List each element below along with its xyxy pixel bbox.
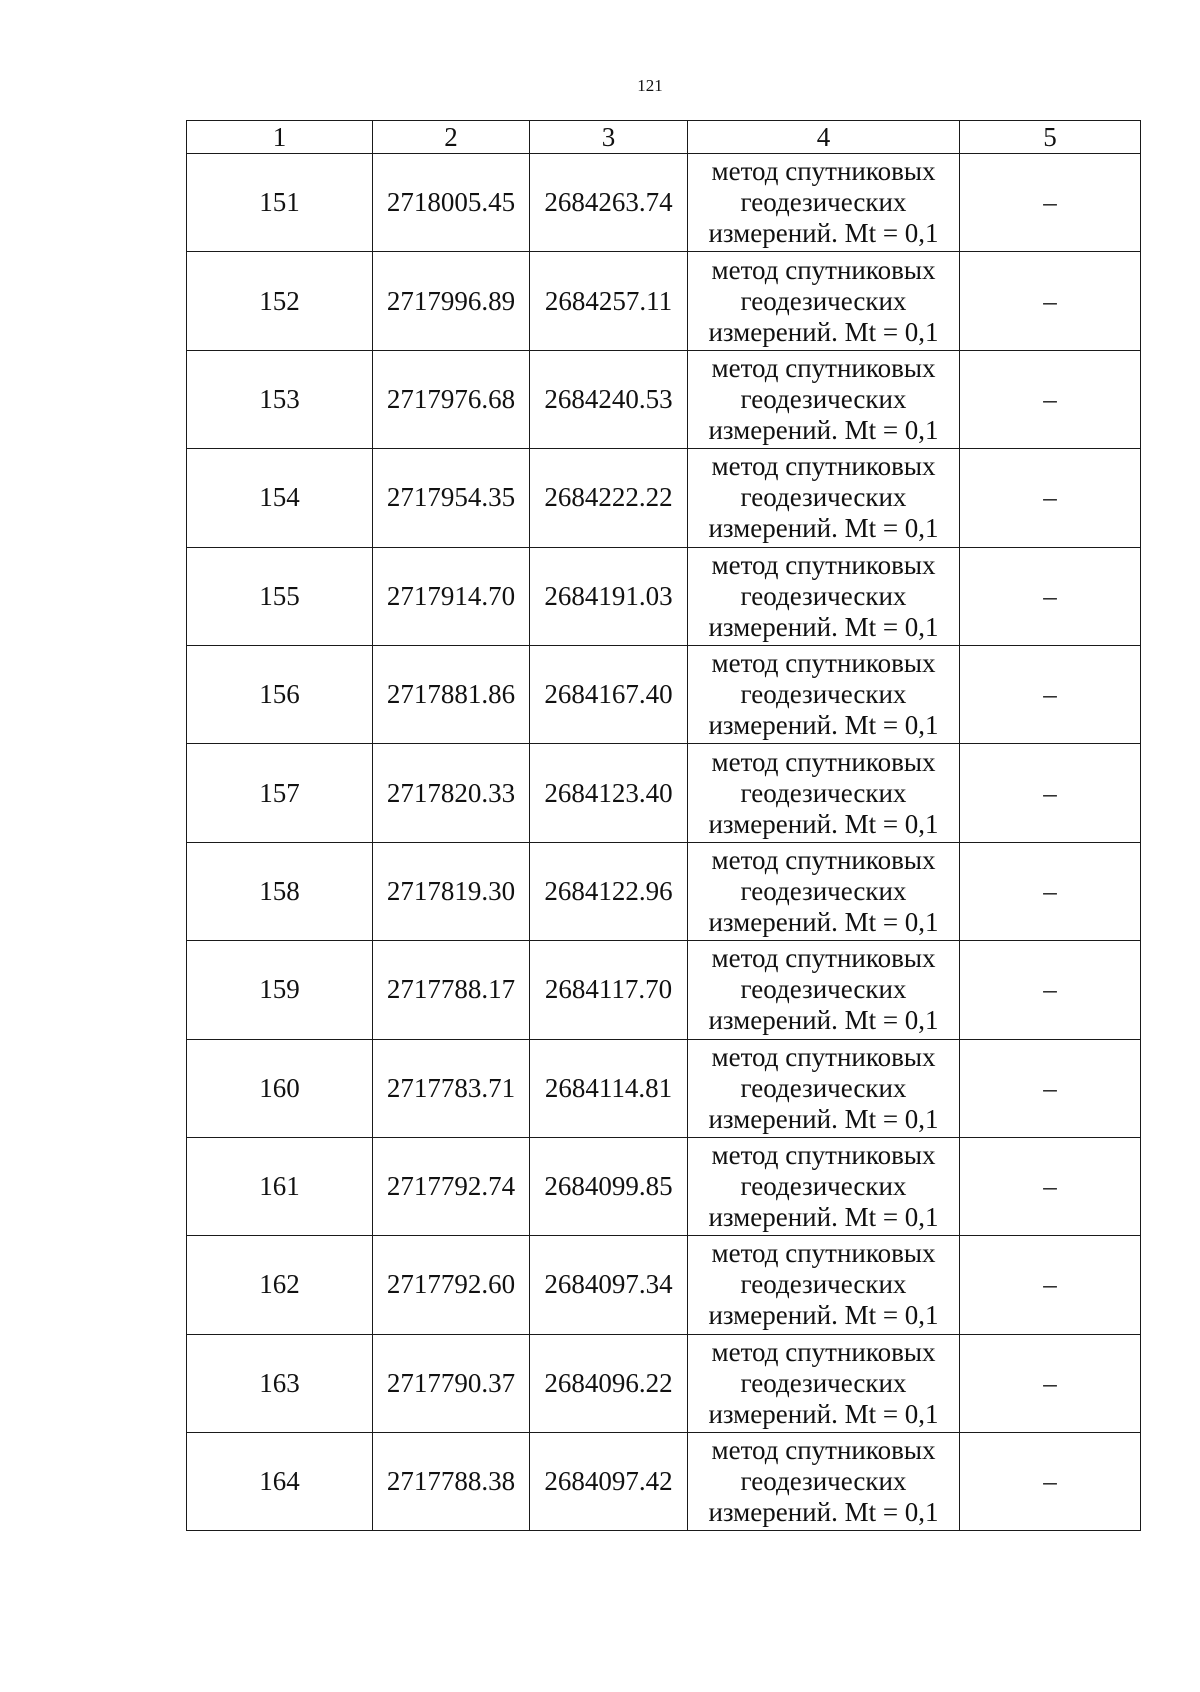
table-row [187,744,1141,842]
note-cell: – [960,350,1141,448]
x-coordinate-cell: 2717792.74 [373,1137,530,1235]
note-cell: – [960,941,1141,1039]
point-number-cell: 160 [187,1039,373,1137]
x-coordinate-cell: 2717820.33 [373,744,530,842]
method-text-line: геодезических [740,1367,907,1398]
method-text-line: метод спутниковых [711,746,936,777]
y-coordinate-cell: 2684222.22 [530,449,688,547]
method-text-line: метод спутниковых [711,1435,936,1466]
method-cell [688,1433,960,1531]
note-cell: – [960,1433,1141,1531]
method-text-line: измерений. Mt = 0,1 [708,1103,939,1134]
y-coordinate-cell: 2684257.11 [530,252,688,350]
method-text-line: измерений. Mt = 0,1 [708,1202,939,1233]
method-text-line: метод спутниковых [711,1336,936,1367]
note-cell: – [960,252,1141,350]
method-text-line: измерений. Mt = 0,1 [708,1497,939,1528]
coordinates-table [186,120,1141,1531]
table-row [187,252,1141,350]
method-text-line: геодезических [740,1171,907,1202]
y-coordinate-cell: 2684263.74 [530,154,688,252]
table-row [187,941,1141,1039]
point-number-cell: 152 [187,252,373,350]
y-coordinate-cell: 2684122.96 [530,842,688,940]
method-cell [688,645,960,743]
point-number-cell: 163 [187,1334,373,1432]
x-coordinate-cell: 2717881.86 [373,645,530,743]
method-text-line: измерений. Mt = 0,1 [708,906,939,937]
method-cell [688,350,960,448]
x-coordinate-cell: 2717954.35 [373,449,530,547]
method-cell [688,1039,960,1137]
method-text-line: измерений. Mt = 0,1 [708,1398,939,1429]
method-text-line: метод спутниковых [711,648,936,679]
column-header-5: 5 [960,121,1141,154]
method-cell [688,449,960,547]
method-text-line: метод спутниковых [711,549,936,580]
y-coordinate-cell: 2684114.81 [530,1039,688,1137]
method-text-line: геодезических [740,187,907,218]
method-text-line: измерений. Mt = 0,1 [708,1300,939,1331]
note-cell: – [960,1334,1141,1432]
note-cell: – [960,1039,1141,1137]
table-row [187,842,1141,940]
table-body [187,154,1141,1531]
table-row [187,1137,1141,1235]
y-coordinate-cell: 2684097.34 [530,1236,688,1334]
table-row [187,449,1141,547]
method-text-line: геодезических [740,580,907,611]
point-number-cell: 154 [187,449,373,547]
method-cell [688,941,960,1039]
method-text-line: геодезических [740,679,907,710]
method-text-line: измерений. Mt = 0,1 [708,611,939,642]
x-coordinate-cell: 2717790.37 [373,1334,530,1432]
method-cell [688,842,960,940]
x-coordinate-cell: 2717819.30 [373,842,530,940]
x-coordinate-cell: 2717976.68 [373,350,530,448]
column-header-4: 4 [688,121,960,154]
method-text-line: геодезических [740,1072,907,1103]
table-header [187,121,1141,154]
note-cell: – [960,154,1141,252]
point-number-cell: 161 [187,1137,373,1235]
method-cell [688,252,960,350]
y-coordinate-cell: 2684097.42 [530,1433,688,1531]
y-coordinate-cell: 2684191.03 [530,547,688,645]
method-text-line: геодезических [740,875,907,906]
point-number-cell: 159 [187,941,373,1039]
method-cell [688,154,960,252]
table-row [187,1433,1141,1531]
x-coordinate-cell: 2717792.60 [373,1236,530,1334]
x-coordinate-cell: 2717788.38 [373,1433,530,1531]
note-cell: – [960,1137,1141,1235]
x-coordinate-cell: 2717996.89 [373,252,530,350]
method-text-line: измерений. Mt = 0,1 [708,710,939,741]
method-text-line: геодезических [740,1466,907,1497]
note-cell: – [960,744,1141,842]
table-row [187,645,1141,743]
table-row [187,1039,1141,1137]
method-text-line: геодезических [740,482,907,513]
table-row [187,154,1141,252]
method-text-line: измерений. Mt = 0,1 [708,1005,939,1036]
note-cell: – [960,1236,1141,1334]
x-coordinate-cell: 2718005.45 [373,154,530,252]
method-text-line: геодезических [740,383,907,414]
y-coordinate-cell: 2684099.85 [530,1137,688,1235]
method-text-line: метод спутниковых [711,1238,936,1269]
y-coordinate-cell: 2684096.22 [530,1334,688,1432]
point-number-cell: 162 [187,1236,373,1334]
x-coordinate-cell: 2717783.71 [373,1039,530,1137]
note-cell: – [960,547,1141,645]
method-cell [688,1334,960,1432]
table-row [187,1236,1141,1334]
point-number-cell: 153 [187,350,373,448]
method-text-line: геодезических [740,285,907,316]
method-text-line: измерений. Mt = 0,1 [708,513,939,544]
note-cell: – [960,449,1141,547]
method-cell [688,1236,960,1334]
column-header-1: 1 [187,121,373,154]
method-text-line: метод спутниковых [711,943,936,974]
method-text-line: геодезических [740,1269,907,1300]
x-coordinate-cell: 2717914.70 [373,547,530,645]
method-text-line: метод спутниковых [711,254,936,285]
y-coordinate-cell: 2684117.70 [530,941,688,1039]
method-text-line: измерений. Mt = 0,1 [708,808,939,839]
method-text-line: метод спутниковых [711,451,936,482]
header-row [187,121,1141,154]
point-number-cell: 158 [187,842,373,940]
method-text-line: метод спутниковых [711,352,936,383]
y-coordinate-cell: 2684240.53 [530,350,688,448]
method-cell [688,744,960,842]
method-text-line: измерений. Mt = 0,1 [708,316,939,347]
method-cell [688,1137,960,1235]
table-row [187,547,1141,645]
point-number-cell: 155 [187,547,373,645]
point-number-cell: 164 [187,1433,373,1531]
point-number-cell: 156 [187,645,373,743]
point-number-cell: 151 [187,154,373,252]
table-row [187,350,1141,448]
column-header-3: 3 [530,121,688,154]
method-text-line: метод спутниковых [711,1041,936,1072]
method-text-line: геодезических [740,777,907,808]
column-header-2: 2 [373,121,530,154]
method-text-line: измерений. Mt = 0,1 [708,414,939,445]
note-cell: – [960,645,1141,743]
page-number: 121 [637,76,663,95]
y-coordinate-cell: 2684123.40 [530,744,688,842]
method-text-line: метод спутниковых [711,844,936,875]
point-number-cell: 157 [187,744,373,842]
method-text-line: измерений. Mt = 0,1 [708,218,939,249]
method-text-line: метод спутниковых [711,156,936,187]
y-coordinate-cell: 2684167.40 [530,645,688,743]
note-cell: – [960,842,1141,940]
table-row [187,1334,1141,1432]
x-coordinate-cell: 2717788.17 [373,941,530,1039]
method-text-line: геодезических [740,974,907,1005]
method-text-line: метод спутниковых [711,1140,936,1171]
method-cell [688,547,960,645]
